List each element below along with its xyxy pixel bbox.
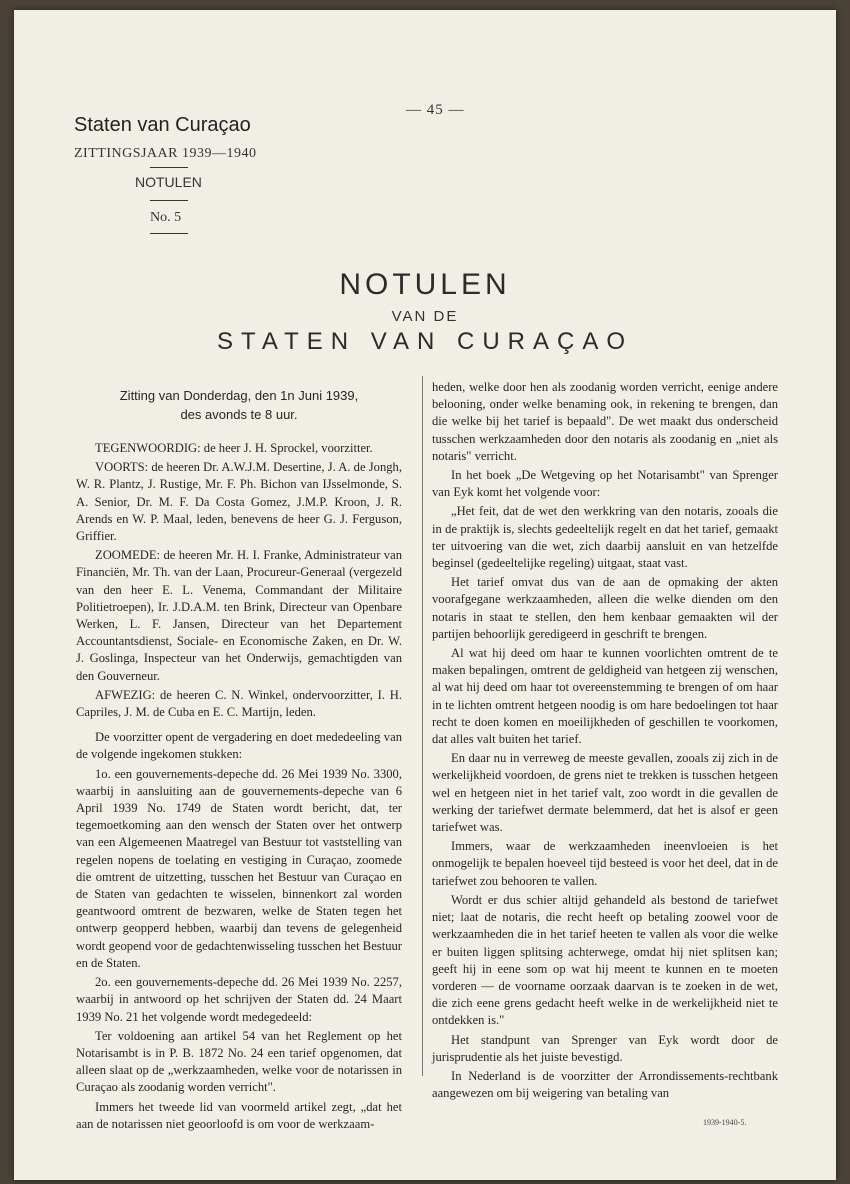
left-column — [76, 440, 402, 1135]
paragraph: TEGENWOORDIG: de heer J. H. Sprockel, voorzitter. — [95, 441, 373, 455]
document-page — [14, 10, 836, 1180]
paragraph: VOORTS: de heeren Dr. A.W.J.M. Desertine, J. A. de Jongh, W. R. Plantz, J. Rustige, Mr. F. Ph. Bichon van IJsselmonde, S. A. Senior, Dr. M. F. Da Costa Gomez, J.M.P. Kroon, J. R. Arends en W. P. Maal, leden, benevens de heer G. J. Ferguson, Griffier. — [76, 460, 402, 544]
sitting-line2: des avonds te 8 uur. — [180, 407, 298, 422]
paragraph: Het tarief omvat dus van de aan de opmaking der akten voorafgegane werkzaamheden, alleen die welke dienden om den notaris in staat te stellen, den hem kenbaar gemaakten wil der partijen behoorlijk geredigeerd in geschrift te brengen. — [432, 575, 778, 641]
main-title-van-de: VAN DE — [391, 308, 459, 325]
paragraph: „Het feit, dat de wet den werkkring van den notaris, zooals die in de praktijk is, slechts gedeeltelijk regelt en dat het tarief, gemaakt ter uitvoering van die wet, zich daarbij aansluit en van hetzelfde beginsel (gedeeltelijke regeling) uitgaat, staat vast. — [432, 504, 778, 571]
header-rule — [150, 233, 188, 234]
main-title-staten: STATEN VAN CURAÇAO — [216, 328, 634, 355]
paragraph: Immers het tweede lid van voormeld artikel zegt, „dat het aan de notarissen niet geoorloofd is om voor de werkzaam- — [76, 1099, 402, 1131]
main-title: NOTULEN — [339, 268, 511, 301]
paragraph: Het standpunt van Sprenger van Eyk wordt door de jurisprudentie als het juiste bevestigd. — [432, 1032, 778, 1064]
paragraph: Al wat hij deed om haar te kunnen voorlichten omtrent de te maken bepalingen, omtrent de geldigheid van hetgeen zij wenschen, al wat hij deed om haar tot overeenstemming te brengen of om haar in te lichten omtrent hetgeen noodig is om hare bedoelingen tot haar recht te doen komen en moeilijkheden of geschillen te voorkomen, dat alles valt buiten het tarief. — [432, 646, 778, 747]
paragraph: Wordt er dus schier altijd gehandeld als bestond de tariefwet niet; laat de notaris, die recht heeft op betaling zoowel voor de werkzaamheden die in het tarief heeten te vallen als voor die welke er buiten liggen splitsing achterwege, omdat hij niet splitsen kan; geeft hij in eene som op wat hij meent te kunnen en te moeten vorderen — de voorname oorzaak daarvan is te zoeken in de wet, die zich eene grens gedacht heeft welke in de werkelijkheid niet te ontdekken is." — [432, 892, 778, 1028]
paragraph: heden, welke door hen als zoodanig worden verricht, eenige andere belooning, onder welke benaming ook, in rekening te brengen, dan die welke bij het tarief is bepaald". De wet maakt dus onderscheid tusschen werkzaamheden door den notaris als zoodanig en „niet als notaris" verricht. — [432, 380, 778, 463]
header-rule — [150, 167, 188, 168]
paragraph: ZOOMEDE: de heeren Mr. H. I. Franke, Administrateur van Financiën, Mr. Th. van der Laan, Procureur-Generaal (vergezeld van den heer E. L. Venema, Commandant der Militaire Politietroepen), Ir. J.D.A.M. ten Brink, Directeur van Openbare Werken, L. F. Jansen, Directeur van het Departement Accountantsdienst, Sociale- en Economische Zaken, en Dr. W. J. Goslinga, Inspecteur van het Onderwijs, gemachtigden van den Gouverneur. — [76, 548, 402, 683]
paragraph: En daar nu in verreweg de meeste gevallen, zooals zij zich in de werkelijkheid voordoen, de grens niet te trekken is tusschen hetgeen wel en hetgeen niet in het tarief valt, zoo wordt in die gevallen de werking der tariefwet dermate belemmerd, dat het is alsof er geen tariefwet was. — [432, 751, 778, 835]
paragraph: 2o. een gouvernements-depeche dd. 26 Mei 1939 No. 2257, waarbij in antwoord op het schrijven der Staten dd. 24 Maart 1939 No. 21 het volgende wordt medegedeeld: — [76, 975, 402, 1024]
column-divider — [422, 376, 423, 1076]
paragraph: AFWEZIG: de heeren C. N. Winkel, ondervoorzitter, I. H. Capriles, J. M. de Cuba en E. C. Martijn, leden. — [76, 687, 402, 720]
paragraph: Ter voldoening aan artikel 54 van het Reglement op het Notarisambt is in P. B. 1872 No. 24 een tarief opgenomen, dat alleen slaat op de „werkzaamheden, welke voor de notarissen in Curaçao als zoodanig worden verricht". — [76, 1028, 402, 1095]
header-title: Staten van Curaçao — [74, 114, 251, 136]
paragraph: In het boek „De Wetgeving op het Notarisambt" van Sprenger van Eyk komt het volgende voor: — [432, 468, 778, 500]
header-session: ZITTINGSJAAR 1939—1940 — [74, 146, 257, 161]
header-rule — [150, 200, 188, 201]
right-column — [432, 379, 778, 1104]
paragraph: 1o. een gouvernements-depeche dd. 26 Mei 1939 No. 3300, waarbij in aansluiting aan de gouvernements-depeche van 6 April 1939 No. 1749 de Staten wordt bericht, dat, ter tegemoetkoming aan den wensch der Staten over het ontwerp van een Algemeenen Maatregel van Bestuur tot vaststelling van regelen nopens de toelating en vestiging in Curaçao, zoomede die omtrent de uitzetting, tusschen het Bestuur van Curaçao en de Staten van gedachten te wisselen, binnenkort zal worden geantwoord omtrent de bezwaren, welke de Staten tegen het ontwerp geopperd hebben, waarbij dan tevens de gelegenheid wordt geopend voor de gedachtenwisseling tusschen het Bestuur en de Staten. — [76, 766, 402, 970]
footer-code: 1939-1940-5. — [703, 1118, 747, 1127]
paragraph: In Nederland is de voorzitter der Arrondissements-rechtbank aangewezen om bij weigering van betaling van — [432, 1068, 778, 1101]
page-number: — 45 — — [406, 102, 465, 118]
sitting-heading — [76, 386, 402, 424]
paragraph: De voorzitter opent de vergadering en doet mededeeling van de volgende ingekomen stukken: — [76, 730, 402, 762]
header-notulen: NOTULEN — [135, 174, 202, 190]
sitting-line1: Zitting van Donderdag, den 1n Juni 1939, — [119, 388, 359, 403]
paragraph: Immers, waar de werkzaamheden ineenvloeien is het onmogelijk te bepalen hoeveel tijd besteed is voor het deel, dat in de tariefwet zou behooren te vallen. — [432, 839, 778, 888]
header-number: No. 5 — [150, 210, 182, 225]
